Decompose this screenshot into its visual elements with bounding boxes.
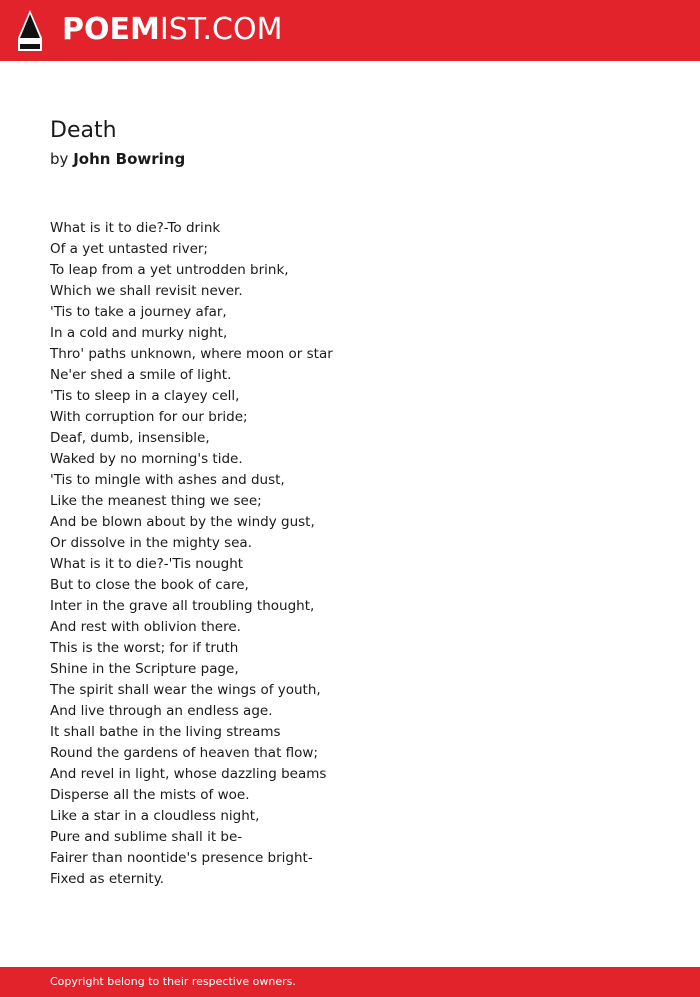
by-label: by — [50, 150, 69, 168]
site-logo[interactable] — [62, 12, 282, 48]
poem-line: Disperse all the mists of woe. — [50, 787, 250, 803]
poem-line: 'Tis to take a journey afar, — [50, 304, 227, 320]
poem-line: Fairer than noontide's presence bright- — [50, 850, 313, 866]
poem-line: Deaf, dumb, insensible, — [50, 430, 210, 446]
poem-line: And revel in light, whose dazzling beams — [50, 766, 327, 782]
poem-line: What is it to die?-'Tis nought — [50, 556, 244, 572]
poem-line: Of a yet untasted river; — [50, 241, 208, 257]
poem-line: 'Tis to sleep in a clayey cell, — [50, 388, 240, 404]
poem-line: In a cold and murky night, — [50, 325, 228, 341]
poem-line: Thro' paths unknown, where moon or star — [50, 346, 333, 362]
poem-line: Or dissolve in the mighty sea. — [50, 535, 252, 551]
poem-line: Inter in the grave all troubling thought, — [50, 598, 315, 614]
poem-line: The spirit shall wear the wings of youth, — [50, 682, 321, 698]
poem-author: John Bowring — [73, 150, 186, 168]
poem-line: Fixed as eternity. — [50, 871, 165, 887]
poem-byline — [50, 148, 185, 170]
poem-line: 'Tis to mingle with ashes and dust, — [50, 472, 285, 488]
poem-line: Round the gardens of heaven that flow; — [50, 745, 319, 761]
site-header — [0, 0, 700, 61]
poem-line: To leap from a yet untrodden brink, — [50, 262, 289, 278]
logo-bold-text: POEM — [62, 12, 160, 47]
copyright-text: Copyright belong to their respective owners. — [50, 975, 296, 988]
poem-line: What is it to die?-To drink — [50, 220, 221, 236]
poem-line: With corruption for our bride; — [50, 409, 248, 425]
poem-line: Like a star in a cloudless night, — [50, 808, 260, 824]
poem-line: Which we shall revisit never. — [50, 283, 243, 299]
poem-line: Waked by no morning's tide. — [50, 451, 243, 467]
poem-title: Death — [50, 118, 117, 143]
poem-line: It shall bathe in the living streams — [50, 724, 281, 740]
poem-body — [50, 218, 333, 890]
poem-line: And live through an endless age. — [50, 703, 273, 719]
poem-line: But to close the book of care, — [50, 577, 249, 593]
poem-line: And rest with oblivion there. — [50, 619, 241, 635]
site-footer — [0, 967, 700, 997]
poem-line: And be blown about by the windy gust, — [50, 514, 315, 530]
poem-line: This is the worst; for if truth — [50, 640, 239, 656]
poem-line: Shine in the Scripture page, — [50, 661, 239, 677]
poem-line: Pure and sublime shall it be- — [50, 829, 243, 845]
poem-line: Ne'er shed a smile of light. — [50, 367, 232, 383]
poem-line: Like the meanest thing we see; — [50, 493, 262, 509]
logo-light-text: IST.COM — [159, 12, 283, 47]
pencil-tip-icon[interactable] — [18, 10, 42, 51]
